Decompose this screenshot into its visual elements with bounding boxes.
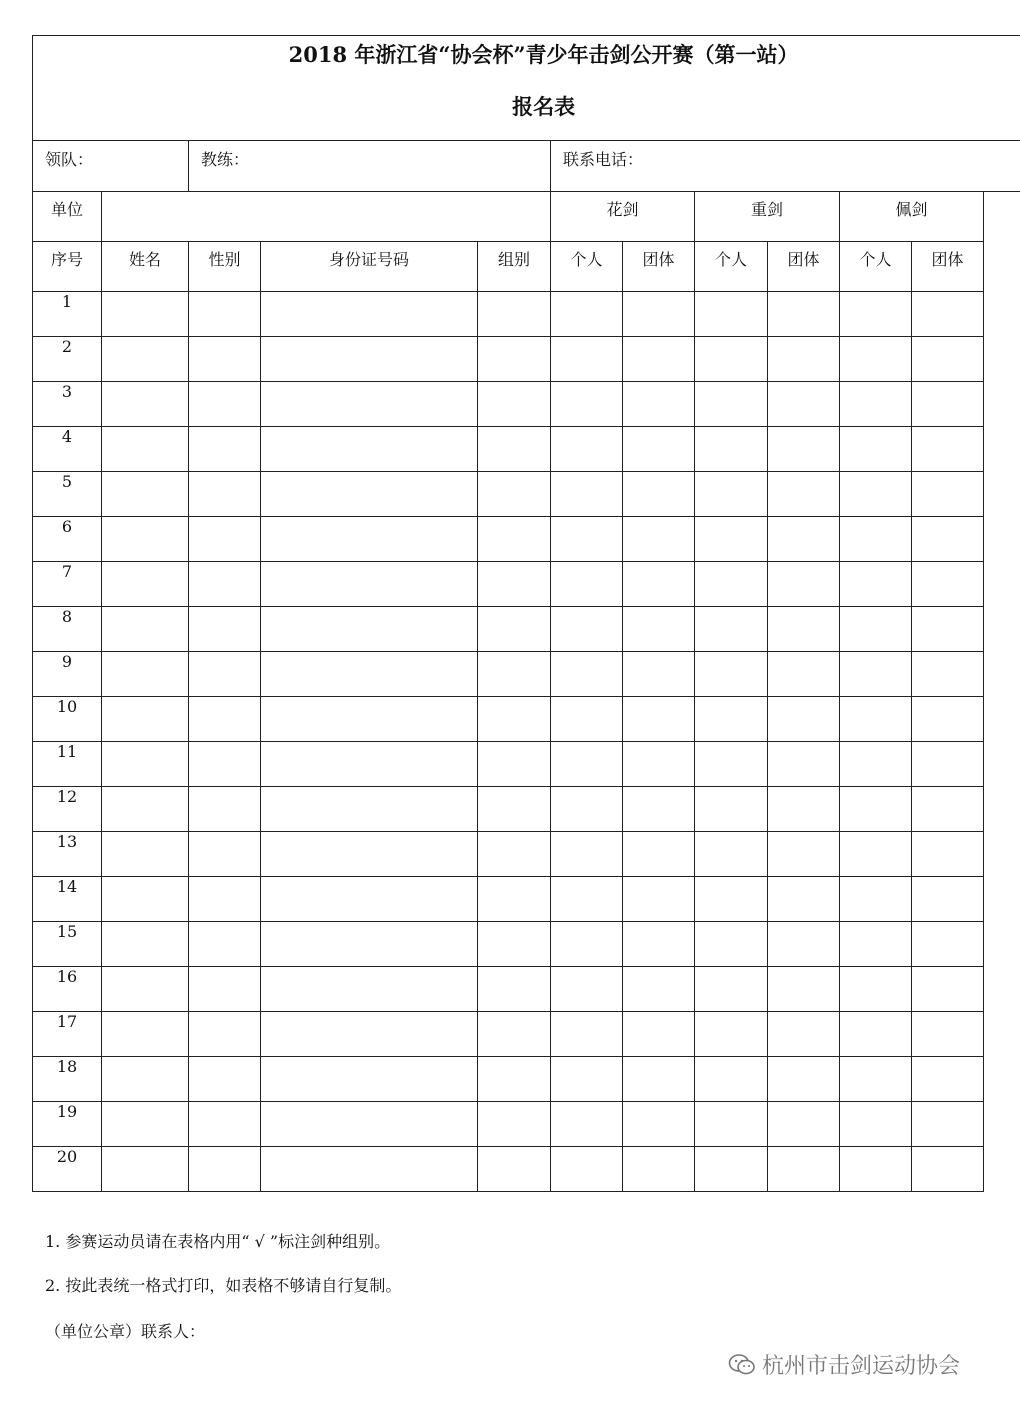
sabre-individual-cell[interactable]: [840, 742, 912, 787]
foil-individual-cell[interactable]: [551, 652, 623, 697]
sabre-individual-cell[interactable]: [840, 292, 912, 337]
table-row: [33, 1012, 1020, 1057]
table-row: [33, 922, 1020, 967]
epee-individual-cell[interactable]: [695, 1102, 768, 1147]
sabre-team-cell[interactable]: [912, 652, 984, 697]
coach-field[interactable]: 教练：: [189, 141, 551, 192]
row-number: 15: [33, 922, 102, 967]
foil-individual-cell[interactable]: [551, 1147, 623, 1192]
group-cell[interactable]: [478, 427, 551, 472]
id-number-cell[interactable]: [261, 337, 478, 382]
sabre-individual-cell[interactable]: [840, 562, 912, 607]
table-row: [33, 787, 1020, 832]
id-number-cell[interactable]: [261, 1102, 478, 1147]
foil-team-cell[interactable]: [623, 742, 695, 787]
name-cell[interactable]: [102, 877, 189, 922]
foil-individual-cell[interactable]: [551, 1057, 623, 1102]
epee-team-cell[interactable]: [768, 517, 840, 562]
group-cell[interactable]: [478, 517, 551, 562]
sabre-individual-cell[interactable]: [840, 427, 912, 472]
id-number-cell[interactable]: [261, 742, 478, 787]
epee-individual-cell[interactable]: [695, 427, 768, 472]
group-cell[interactable]: [478, 472, 551, 517]
sabre-team-cell[interactable]: [912, 697, 984, 742]
foil-individual-cell[interactable]: [551, 967, 623, 1012]
foil-individual-cell[interactable]: [551, 832, 623, 877]
row-number: 20: [33, 1147, 102, 1192]
form-title-block: [33, 36, 1020, 141]
gender-cell[interactable]: [189, 562, 261, 607]
sabre-individual-cell[interactable]: [840, 832, 912, 877]
sabre-team-cell[interactable]: [912, 472, 984, 517]
row-number: 3: [33, 382, 102, 427]
row-number: 13: [33, 832, 102, 877]
epee-individual-cell[interactable]: [695, 742, 768, 787]
gender-cell[interactable]: [189, 1012, 261, 1057]
foil-team-cell[interactable]: [623, 967, 695, 1012]
epee-team-cell[interactable]: [768, 832, 840, 877]
row-number: 7: [33, 562, 102, 607]
sabre-individual-cell[interactable]: [840, 787, 912, 832]
sabre-team-cell[interactable]: [912, 967, 984, 1012]
col-group-header: 组别: [478, 242, 551, 292]
sabre-team-cell[interactable]: [912, 1012, 984, 1057]
gender-cell[interactable]: [189, 1057, 261, 1102]
group-cell[interactable]: [478, 562, 551, 607]
group-cell[interactable]: [478, 832, 551, 877]
foil-team-cell[interactable]: [623, 1012, 695, 1057]
row-number: 8: [33, 607, 102, 652]
foil-team-cell[interactable]: [623, 292, 695, 337]
gender-cell[interactable]: [189, 427, 261, 472]
name-cell[interactable]: [102, 472, 189, 517]
sabre-team-cell[interactable]: [912, 382, 984, 427]
name-cell[interactable]: [102, 382, 189, 427]
foil-team-cell[interactable]: [623, 1147, 695, 1192]
id-number-cell[interactable]: [261, 292, 478, 337]
name-cell[interactable]: [102, 832, 189, 877]
foil-individual-cell[interactable]: [551, 382, 623, 427]
epee-team-cell[interactable]: [768, 652, 840, 697]
epee-team-cell[interactable]: [768, 427, 840, 472]
epee-team-cell[interactable]: [768, 922, 840, 967]
epee-team-cell[interactable]: [768, 337, 840, 382]
gender-cell[interactable]: [189, 742, 261, 787]
epee-individual-cell[interactable]: [695, 922, 768, 967]
foil-team-cell[interactable]: [623, 652, 695, 697]
name-cell[interactable]: [102, 652, 189, 697]
foil-team-header: 团体: [623, 242, 695, 292]
row-number: 18: [33, 1057, 102, 1102]
name-cell[interactable]: [102, 1102, 189, 1147]
foil-individual-cell[interactable]: [551, 292, 623, 337]
id-number-cell[interactable]: [261, 1012, 478, 1057]
foil-individual-cell[interactable]: [551, 472, 623, 517]
sabre-team-cell[interactable]: [912, 337, 984, 382]
gender-cell[interactable]: [189, 922, 261, 967]
name-cell[interactable]: [102, 337, 189, 382]
sabre-team-cell[interactable]: [912, 427, 984, 472]
epee-team-cell[interactable]: [768, 1102, 840, 1147]
name-cell[interactable]: [102, 517, 189, 562]
epee-individual-cell[interactable]: [695, 562, 768, 607]
gender-cell[interactable]: [189, 652, 261, 697]
gender-cell[interactable]: [189, 292, 261, 337]
name-cell[interactable]: [102, 697, 189, 742]
gender-cell[interactable]: [189, 337, 261, 382]
epee-individual-cell[interactable]: [695, 517, 768, 562]
table-row: [33, 1102, 1020, 1147]
foil-individual-cell[interactable]: [551, 697, 623, 742]
phone-field[interactable]: 联系电话：: [551, 141, 1020, 192]
gender-cell[interactable]: [189, 832, 261, 877]
sabre-individual-cell[interactable]: [840, 877, 912, 922]
sabre-team-cell[interactable]: [912, 1102, 984, 1147]
col-gender-header: 性别: [189, 242, 261, 292]
table-row: [33, 382, 1020, 427]
id-number-cell[interactable]: [261, 877, 478, 922]
name-cell[interactable]: [102, 967, 189, 1012]
group-cell[interactable]: [478, 652, 551, 697]
row-number: 6: [33, 517, 102, 562]
sabre-team-cell[interactable]: [912, 832, 984, 877]
watermark-text: 杭州市击剑运动协会: [762, 1354, 961, 1379]
row-number: 10: [33, 697, 102, 742]
id-number-cell[interactable]: [261, 607, 478, 652]
epee-team-cell[interactable]: [768, 787, 840, 832]
sabre-individual-cell[interactable]: [840, 922, 912, 967]
table-row: [33, 652, 1020, 697]
wechat-icon: [728, 1353, 756, 1377]
table-row: [33, 517, 1020, 562]
epee-team-cell[interactable]: [768, 697, 840, 742]
foil-individual-cell[interactable]: [551, 742, 623, 787]
row-number: 4: [33, 427, 102, 472]
epee-team-header: 团体: [768, 242, 840, 292]
foil-team-cell[interactable]: [623, 607, 695, 652]
name-cell[interactable]: [102, 607, 189, 652]
group-cell[interactable]: [478, 1057, 551, 1102]
group-cell[interactable]: [478, 1147, 551, 1192]
epee-team-cell[interactable]: [768, 967, 840, 1012]
epee-individual-cell[interactable]: [695, 292, 768, 337]
epee-team-cell[interactable]: [768, 1147, 840, 1192]
foil-team-cell[interactable]: [623, 922, 695, 967]
sabre-individual-cell[interactable]: [840, 517, 912, 562]
row-number: 2: [33, 337, 102, 382]
sabre-individual-cell[interactable]: [840, 337, 912, 382]
foil-team-cell[interactable]: [623, 877, 695, 922]
table-row: [33, 1147, 1020, 1192]
sabre-individual-cell[interactable]: [840, 607, 912, 652]
group-cell[interactable]: [478, 1012, 551, 1057]
epee-individual-header: 个人: [695, 242, 768, 292]
id-number-cell[interactable]: [261, 832, 478, 877]
row-number: 5: [33, 472, 102, 517]
gender-cell[interactable]: [189, 787, 261, 832]
id-number-cell[interactable]: [261, 427, 478, 472]
id-number-cell[interactable]: [261, 517, 478, 562]
foil-individual-cell[interactable]: [551, 877, 623, 922]
row-number: 1: [33, 292, 102, 337]
table-row: [33, 607, 1020, 652]
foil-team-cell[interactable]: [623, 787, 695, 832]
epee-individual-cell[interactable]: [695, 337, 768, 382]
sabre-team-cell[interactable]: [912, 607, 984, 652]
epee-individual-cell[interactable]: [695, 472, 768, 517]
row-number: 17: [33, 1012, 102, 1057]
group-cell[interactable]: [478, 337, 551, 382]
sabre-individual-cell[interactable]: [840, 697, 912, 742]
epee-individual-cell[interactable]: [695, 697, 768, 742]
gender-cell[interactable]: [189, 697, 261, 742]
foil-individual-cell[interactable]: [551, 517, 623, 562]
foil-team-cell[interactable]: [623, 1057, 695, 1102]
foil-team-cell[interactable]: [623, 382, 695, 427]
foil-individual-cell[interactable]: [551, 427, 623, 472]
foil-team-cell[interactable]: [623, 337, 695, 382]
name-cell[interactable]: [102, 427, 189, 472]
group-cell[interactable]: [478, 382, 551, 427]
table-row: [33, 337, 1020, 382]
epee-team-cell[interactable]: [768, 607, 840, 652]
registration-form-table: [32, 35, 1020, 1192]
table-row: [33, 292, 1020, 337]
row-number: 11: [33, 742, 102, 787]
table-row: [33, 472, 1020, 517]
group-cell[interactable]: [478, 877, 551, 922]
id-number-cell[interactable]: [261, 697, 478, 742]
epee-individual-cell[interactable]: [695, 967, 768, 1012]
table-row: [33, 832, 1020, 877]
row-number: 16: [33, 967, 102, 1012]
id-number-cell[interactable]: [261, 1057, 478, 1102]
col-name-header: 姓名: [102, 242, 189, 292]
foil-team-cell[interactable]: [623, 562, 695, 607]
foil-team-cell[interactable]: [623, 697, 695, 742]
name-cell[interactable]: [102, 1147, 189, 1192]
gender-cell[interactable]: [189, 472, 261, 517]
gender-cell[interactable]: [189, 382, 261, 427]
name-cell[interactable]: [102, 292, 189, 337]
foil-team-cell[interactable]: [623, 1102, 695, 1147]
sabre-individual-cell[interactable]: [840, 472, 912, 517]
table-row: [33, 1057, 1020, 1102]
form-subtitle: 报名表: [512, 94, 576, 119]
epee-individual-cell[interactable]: [695, 1147, 768, 1192]
epee-team-cell[interactable]: [768, 877, 840, 922]
foil-individual-cell[interactable]: [551, 562, 623, 607]
name-cell[interactable]: [102, 922, 189, 967]
col-seq-header: 序号: [33, 242, 102, 292]
weapon-epee-header: 重剑: [695, 192, 840, 242]
epee-individual-cell[interactable]: [695, 607, 768, 652]
foil-individual-cell[interactable]: [551, 787, 623, 832]
unit-field[interactable]: [102, 192, 551, 242]
sabre-team-cell[interactable]: [912, 787, 984, 832]
group-cell[interactable]: [478, 697, 551, 742]
sabre-team-cell[interactable]: [912, 292, 984, 337]
name-cell[interactable]: [102, 1057, 189, 1102]
gender-cell[interactable]: [189, 967, 261, 1012]
epee-individual-cell[interactable]: [695, 652, 768, 697]
name-cell[interactable]: [102, 1012, 189, 1057]
id-number-cell[interactable]: [261, 562, 478, 607]
sabre-team-cell[interactable]: [912, 562, 984, 607]
watermark: [728, 1349, 960, 1380]
sabre-individual-cell[interactable]: [840, 1147, 912, 1192]
group-cell[interactable]: [478, 607, 551, 652]
group-cell[interactable]: [478, 922, 551, 967]
name-cell[interactable]: [102, 742, 189, 787]
sabre-individual-cell[interactable]: [840, 652, 912, 697]
row-number: 12: [33, 787, 102, 832]
id-number-cell[interactable]: [261, 472, 478, 517]
epee-individual-cell[interactable]: [695, 877, 768, 922]
stamp-contact-line: （单位公章）联系人：: [45, 1322, 206, 1341]
epee-team-cell[interactable]: [768, 1057, 840, 1102]
epee-individual-cell[interactable]: [695, 832, 768, 877]
row-number: 9: [33, 652, 102, 697]
sabre-team-cell[interactable]: [912, 742, 984, 787]
table-row: [33, 877, 1020, 922]
id-number-cell[interactable]: [261, 1147, 478, 1192]
epee-team-cell[interactable]: [768, 742, 840, 787]
foil-individual-header: 个人: [551, 242, 623, 292]
epee-team-cell[interactable]: [768, 292, 840, 337]
id-number-cell[interactable]: [261, 652, 478, 697]
epee-individual-cell[interactable]: [695, 1012, 768, 1057]
sabre-individual-cell[interactable]: [840, 1102, 912, 1147]
foil-team-cell[interactable]: [623, 517, 695, 562]
weapon-foil-header: 花剑: [551, 192, 695, 242]
table-row: [33, 427, 1020, 472]
foil-team-cell[interactable]: [623, 427, 695, 472]
table-row: [33, 697, 1020, 742]
sabre-team-cell[interactable]: [912, 877, 984, 922]
group-cell[interactable]: [478, 292, 551, 337]
id-number-cell[interactable]: [261, 922, 478, 967]
table-row: [33, 562, 1020, 607]
id-number-cell[interactable]: [261, 382, 478, 427]
foil-individual-cell[interactable]: [551, 922, 623, 967]
epee-individual-cell[interactable]: [695, 787, 768, 832]
group-cell[interactable]: [478, 967, 551, 1012]
sabre-individual-header: 个人: [840, 242, 912, 292]
group-cell[interactable]: [478, 1102, 551, 1147]
sabre-team-cell[interactable]: [912, 517, 984, 562]
sabre-individual-cell[interactable]: [840, 382, 912, 427]
foil-individual-cell[interactable]: [551, 1012, 623, 1057]
gender-cell[interactable]: [189, 607, 261, 652]
gender-cell[interactable]: [189, 1147, 261, 1192]
id-number-cell[interactable]: [261, 787, 478, 832]
row-number: 19: [33, 1102, 102, 1147]
group-cell[interactable]: [478, 787, 551, 832]
name-cell[interactable]: [102, 562, 189, 607]
epee-team-cell[interactable]: [768, 1012, 840, 1057]
team-leader-field[interactable]: 领队：: [33, 141, 189, 192]
form-title: 2018 年浙江省“协会杯”青少年击剑公开赛（第一站）: [288, 42, 799, 67]
epee-team-cell[interactable]: [768, 562, 840, 607]
gender-cell[interactable]: [189, 877, 261, 922]
sabre-team-cell[interactable]: [912, 1057, 984, 1102]
table-row: [33, 742, 1020, 787]
epee-team-cell[interactable]: [768, 382, 840, 427]
weapon-sabre-header: 佩剑: [840, 192, 984, 242]
note-2: 2. 按此表统一格式打印，如表格不够请自行复制。: [45, 1276, 402, 1295]
foil-team-cell[interactable]: [623, 472, 695, 517]
id-number-cell[interactable]: [261, 967, 478, 1012]
foil-team-cell[interactable]: [623, 832, 695, 877]
epee-individual-cell[interactable]: [695, 1057, 768, 1102]
foil-individual-cell[interactable]: [551, 337, 623, 382]
sabre-team-cell[interactable]: [912, 922, 984, 967]
sabre-team-cell[interactable]: [912, 1147, 984, 1192]
unit-label: 单位: [33, 192, 102, 242]
foil-individual-cell[interactable]: [551, 607, 623, 652]
epee-individual-cell[interactable]: [695, 382, 768, 427]
sabre-individual-cell[interactable]: [840, 1012, 912, 1057]
col-id-header: 身份证号码: [261, 242, 478, 292]
gender-cell[interactable]: [189, 1102, 261, 1147]
table-row: [33, 967, 1020, 1012]
epee-team-cell[interactable]: [768, 472, 840, 517]
foil-individual-cell[interactable]: [551, 1102, 623, 1147]
note-1: 1. 参赛运动员请在表格内用“ √ ”标注剑种组别。: [45, 1232, 391, 1251]
gender-cell[interactable]: [189, 517, 261, 562]
sabre-team-header: 团体: [912, 242, 984, 292]
row-number: 14: [33, 877, 102, 922]
name-cell[interactable]: [102, 787, 189, 832]
group-cell[interactable]: [478, 742, 551, 787]
sabre-individual-cell[interactable]: [840, 967, 912, 1012]
sabre-individual-cell[interactable]: [840, 1057, 912, 1102]
